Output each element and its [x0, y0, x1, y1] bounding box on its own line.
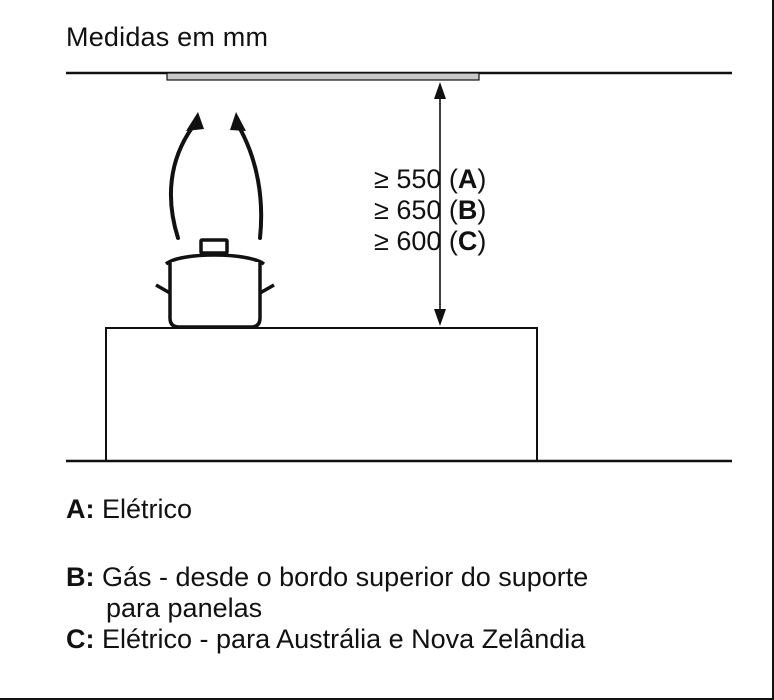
legend-text-c: Elétrico - para Austrália e Nova Zelândia [102, 624, 586, 654]
cooking-pot-icon [156, 240, 274, 327]
dimension-labels [374, 164, 486, 256]
legend-key-c: C: [66, 624, 95, 654]
page-title: Medidas em mm [66, 22, 269, 52]
legend-key-a: A: [66, 494, 95, 524]
dimension-label-a: ≥ 550 (A) [374, 164, 487, 194]
dimension-label-c: ≥ 600 (C) [374, 226, 487, 256]
legend-text-b-continuation: para panelas [106, 593, 263, 623]
steam-arrowhead-left [186, 112, 204, 131]
legend-key-b: B: [66, 562, 95, 592]
legend-item-a [66, 494, 192, 525]
hood-bar [167, 73, 479, 80]
steam-arrows-icon [171, 125, 261, 238]
legend-item-c [66, 624, 585, 655]
dimension-label-b: ≥ 650 (B) [374, 195, 487, 225]
legend-text-a: Elétrico [102, 494, 193, 524]
cooktop-box [106, 328, 537, 461]
steam-arrowhead-right [230, 112, 246, 131]
legend-item-b [66, 562, 588, 624]
legend-text-b: Gás - desde o bordo superior do suporte [102, 562, 589, 592]
